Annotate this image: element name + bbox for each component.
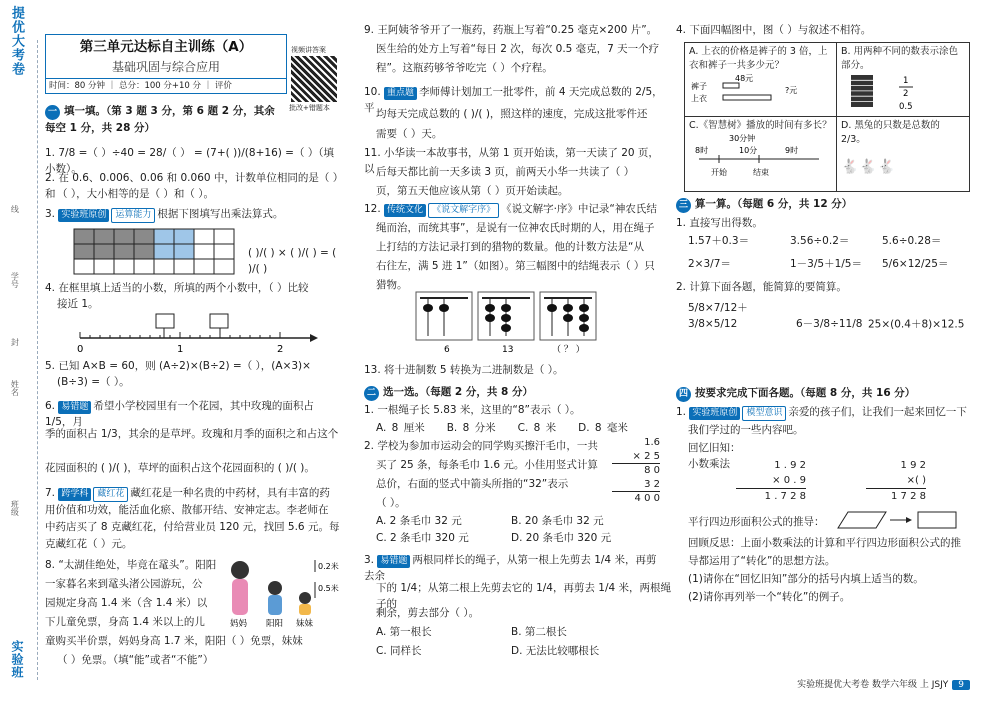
q9-line2: 医生给的处方上写着“每日 2 次，每次 0.5 毫克，7 天一个疗 <box>376 43 660 55</box>
answer-box-1[interactable] <box>156 314 174 328</box>
q7-line4: 克藏红花（ ）元。 <box>45 538 133 550</box>
k1-title: 1. 直接写出得数。 <box>676 217 763 229</box>
knot-label-2: 13 <box>502 345 514 355</box>
grid-cell <box>114 244 134 259</box>
field-no: 学号 <box>10 272 20 288</box>
figure-a: A. 上衣的价格是裤子的 3 倍，上衣和裤子一共多少元？ 48元 裤子 上衣 ?元 <box>685 43 837 117</box>
grid-cell <box>214 244 234 259</box>
q9-line3: 程”。这瓶药够爷爷吃完（ ）个疗程。 <box>376 62 553 74</box>
parallelogram-figure <box>826 508 966 532</box>
knot <box>579 324 589 332</box>
answer-box-2[interactable] <box>210 314 228 328</box>
q3-equation: ( )/( ) × ( )/( ) = ( )/( ) <box>248 247 337 276</box>
header-box <box>45 34 287 94</box>
knot <box>563 304 573 312</box>
c3-line3: 剩余，剪去部分（ ）。 <box>376 607 480 619</box>
mom-head-icon <box>231 561 249 579</box>
q9-line1: 9. 王阿姨爷爷开了一瓶药，药瓶上写着“0.25 毫克×200 片”。 <box>364 24 658 36</box>
eval-label: 评价 <box>214 81 232 91</box>
grid-cell <box>154 229 174 244</box>
grid-cell <box>154 244 174 259</box>
q7-line1: 7. 跨学科 藏红花 藏红花是一种名贵的中药材，具有丰富的药 <box>45 485 342 502</box>
q11-line1: 11. 小华读一本故事书，从第 1 页开始读，第一天读了 20 页，以 <box>364 147 659 176</box>
grid-cell <box>194 259 214 274</box>
grid-cell <box>94 229 114 244</box>
knot <box>547 304 557 312</box>
c2-vertical-calc: 1.6 × 2 5 8 0 3 2 4 0 0 <box>612 436 660 506</box>
svg-text:10分: 10分 <box>739 145 758 155</box>
figure-b-diagram <box>841 73 961 113</box>
knot <box>579 304 589 312</box>
k2-title: 2. 计算下面各题，能简算的要简算。 <box>676 281 847 293</box>
grid-cell <box>214 229 234 244</box>
page-number: 9 <box>952 680 970 690</box>
svg-text:2: 2 <box>903 88 909 99</box>
grid-cell <box>114 259 134 274</box>
knot <box>485 314 495 322</box>
svg-text:上衣: 上衣 <box>691 93 707 103</box>
q6-line1: 6. 易错题 希望小学校园里有一个花园，其中玫瑰的面积占 1/5，月 <box>45 400 314 429</box>
grid-cell <box>74 244 94 259</box>
figure-c-diagram <box>689 133 829 183</box>
q4-line1: 4. 在框里填上适当的小数，所填的两个小数中，（ ）比较 <box>45 282 309 294</box>
q11-line2: 后每天都比前一天多读 3 页，前两天小华一共读了（ ） <box>376 166 635 178</box>
grid-cell <box>154 259 174 274</box>
q10-line3: 需要（ ）天。 <box>376 128 443 140</box>
q10-line2: 均每天完成总数的 ( )/( )，照这样的速度，完成这批零件还 <box>376 108 648 120</box>
knot-label-3: （ ？ ） <box>552 345 585 355</box>
c3-options-row1: A. 第一根长 B. 第二根长 <box>376 626 567 638</box>
q6-line2: 季的面积占 1/3，其余的是草坪。玫瑰和月季的面积之和占这个 <box>45 428 339 440</box>
svg-text:48元: 48元 <box>735 73 754 83</box>
svg-text:0.5: 0.5 <box>899 101 913 112</box>
figure-a-diagram <box>689 73 829 103</box>
c1-options: A. 8 厘米 B. 8 分米 C. 8 米 D. 8 毫米 <box>376 422 628 434</box>
knot <box>501 304 511 312</box>
c3-options-row2: C. 同样长 D. 无法比较哪根长 <box>376 645 600 657</box>
grid-cell <box>134 259 154 274</box>
page-title: 第三单元达标自主训练（A） <box>79 39 253 55</box>
q8-line4: 下儿童免票，身高 1.4 米以上的儿 <box>45 616 205 628</box>
k1-row1: 1.57＋0.3＝ 3.56÷0.2＝ 5.6÷0.28＝ <box>688 235 942 247</box>
t1-line2: 我们学过的一些内容吧。 <box>688 424 804 436</box>
c3-line2: 下的 1/4；从第二根上先剪去它的 1/4，再剪去 1/4 米，两根绳子的 <box>376 582 672 611</box>
knot <box>439 304 449 312</box>
c2-line1: 2. 学校为参加市运动会的同学购买擦汗毛巾，一共 <box>364 440 598 452</box>
q7-line3: 中药店买了 8 克藏红花，付给营业员 120 元，找回 5.6 元。每 <box>45 521 340 533</box>
k2-row: 5/8×7/12＋3/8×5/12 6－3/8÷11/8 25×(0.4＋8)×12.5 <box>688 302 965 331</box>
t1-line9: (2)请你再列举一个“转化”的例子。 <box>688 591 851 603</box>
tick-label-2: 2 <box>277 344 284 355</box>
grid-cell <box>74 259 94 274</box>
figure-c: C.《智慧树》播放的时间有多长？ 30分钟 8时 10分 9时 开始 结束 <box>685 117 837 191</box>
svg-text:阳阳: 阳阳 <box>266 619 284 629</box>
qr-top-caption: 视频讲答案 <box>291 46 326 54</box>
grid-cell <box>214 259 234 274</box>
section-3-header: 三 算一算。（每题 6 分，共 12 分） <box>676 196 978 213</box>
grid-cell <box>194 229 214 244</box>
q8-line6: （ ）免票。（填“能”或者“不能”） <box>57 654 214 666</box>
qr-caption: 批改+错题本 <box>289 104 330 112</box>
q12-line2: 绳而治，而统其事”，是说有一位神农氏时期的人，用在绳子 <box>376 222 655 234</box>
knot-label-1: 6 <box>444 345 450 355</box>
footer <box>797 679 970 693</box>
q6-line3: 花园面积的 ( )/( )，草坪的面积占这个花园面积的 ( )/( )。 <box>45 462 315 474</box>
t1-line6: 回顾反思：上面小数乘法的计算和平行四边形面积公式的推 <box>688 537 961 549</box>
yangyang-head-icon <box>268 581 282 595</box>
grid-cell <box>174 229 194 244</box>
four-figure-grid <box>684 42 970 192</box>
grid-cell <box>114 229 134 244</box>
q2-line2: （ ），大小相等的是（ ）和（ ）。 <box>57 188 215 200</box>
integer-calc: 1 9 2 ×( ) 1 7 2 8 <box>866 458 926 504</box>
c2-options-row2: C. 2 条毛巾 320 元 D. 20 条毛巾 320 元 <box>376 532 612 544</box>
q3-grid-figure <box>70 225 240 280</box>
q10-line1: 10. 重点题 李师傅计划加工一批零件，前 4 天完成总数的 2/5，平 <box>364 86 663 115</box>
svg-text:妹妹: 妹妹 <box>296 619 314 629</box>
c3-line1: 3. 易错题 两根同样长的绳子，从第一根上先剪去 1/4 米，再剪去余 <box>364 554 657 583</box>
knot <box>579 314 589 322</box>
q12-line5: 猎物。 <box>376 279 408 291</box>
c1: 1. 一根绳子长 5.83 米，这里的“8”表示（ ）。 <box>364 404 581 416</box>
yangyang-figure <box>268 595 282 615</box>
t1-line8: (1)请你在“回忆旧知”部分的括号内填上适当的数。 <box>688 573 924 585</box>
section-2-header: 二 选一选。（每题 2 分，共 8 分） <box>364 384 664 401</box>
knot-counting-figure <box>414 290 604 356</box>
figure-b: B. 用两种不同的数表示涂色部分。 1 2 0.5 <box>837 43 969 117</box>
number-line <box>60 310 320 355</box>
brand-label-2: 实验班 <box>10 640 24 679</box>
binding-sidebar <box>0 0 32 701</box>
svg-text:妈妈: 妈妈 <box>230 619 248 629</box>
section-1-header: 一 填一填。（第 3 题 3 分，第 6 题 2 分，其余每空 1 分，共 28 分） <box>45 105 275 134</box>
score-label: 总分：100 分+10 分 <box>118 81 202 91</box>
grid-cell <box>74 229 94 244</box>
svg-text:裤子: 裤子 <box>691 81 707 91</box>
figure-d: D. 黑兔的只数是总数的 2/3。 🐇🐇🐇 <box>837 117 969 191</box>
grid-cell <box>94 259 114 274</box>
mom-figure <box>232 579 248 615</box>
knot <box>485 304 495 312</box>
brand-label: 提优大考卷 <box>9 6 24 76</box>
field-name: 姓名 <box>10 380 20 396</box>
q8-line3: 园规定身高 1.4 米（含 1.4 米）以 <box>45 597 208 609</box>
svg-text:8时: 8时 <box>695 145 709 155</box>
cut-line <box>37 40 38 680</box>
q3: 3. 实验班原创 运算能力 根据下图填写出乘法算式。 <box>45 206 342 223</box>
q5-line1: 5. 已知 A×B = 60，则 (A÷2)×(B÷2) =（ ），(A×3)× <box>45 360 311 372</box>
svg-text:9时: 9时 <box>785 145 799 155</box>
svg-text:结束: 结束 <box>753 167 769 177</box>
q12-line4: 右往左，满 5 进 1”（如图）。第三幅图中的结绳表示（ ）只 <box>376 260 655 272</box>
knot <box>563 314 573 322</box>
q8-line5: 童购买半价票，妈妈身高 1.7 米，阳阳（ ）免票，妹妹 <box>45 635 303 647</box>
t1-line4: 小数乘法 <box>688 458 730 470</box>
c2-line3: 总价，右面的竖式中箭头所指的“32”表示 <box>376 478 569 490</box>
t1-line5: 平行四边形面积公式的推导： <box>688 516 825 528</box>
page-subtitle: 基础巩固与综合应用 <box>111 59 220 74</box>
c2-line4: （ ）。 <box>376 497 406 509</box>
q5-line2: (B÷3) =（ ）。 <box>57 376 130 388</box>
q4-four-figures: 4. 下面四幅图中，图（ ）与叙述不相符。 <box>676 24 872 36</box>
t1-line7: 导都运用了“转化”的思想方法。 <box>688 555 836 567</box>
meta-row: 时间：80 分钟 ｜ 总分：100 分+10 分 ｜ 评价 <box>46 78 286 93</box>
mark-line: 线 <box>10 205 20 213</box>
k1-row2: 2×3/7＝ 1－3/5＋1/5＝ 5/6×12/25＝ <box>688 258 949 270</box>
svg-text:1: 1 <box>903 75 909 86</box>
tick-label-0: 0 <box>77 344 84 355</box>
section-4-header: 四 按要求完成下面各题。（每题 8 分，共 16 分） <box>676 385 978 402</box>
grid-cell <box>174 259 194 274</box>
section-1-icon: 一 <box>45 105 60 120</box>
svg-text:开始: 开始 <box>711 167 727 177</box>
knot <box>423 304 433 312</box>
q12-line1: 12. 传统文化 《说文解字序》 《说文解字·序》中记录“神农氏结 <box>364 201 664 218</box>
grid-cell <box>94 244 114 259</box>
decimal-calc: 1 . 9 2 × 0 . 9 1 . 7 2 8 <box>736 458 806 504</box>
q13: 13. 将十进制数 5 转换为二进制数是（ ）。 <box>364 364 564 376</box>
svg-text:?元: ?元 <box>785 85 798 95</box>
svg-text:30分钟: 30分钟 <box>729 133 756 143</box>
svg-text:0.5米: 0.5米 <box>318 584 339 593</box>
field-class: 班级 <box>10 500 20 516</box>
grid-cell <box>194 244 214 259</box>
tick-label-1: 1 <box>177 344 184 355</box>
footer-text: 实验班提优大考卷 数学六年级 上 JSJY <box>797 680 949 691</box>
q1: 1. 7/8 =（ ）÷40 = 28/（ ） = (7+( ))/(8+16) =（ ）（填小数）。 <box>45 147 335 176</box>
grid-cell <box>134 244 154 259</box>
q8-line2: 一家暮名来到鼋头渚公园游玩，公 <box>45 578 203 590</box>
q8-line1: 8. “太湖佳绝处，毕竟在鼋头”。阳阳 <box>45 559 217 571</box>
rabbit-icons: 🐇🐇🐇 <box>841 158 897 175</box>
t1-line3: 回忆旧知： <box>688 442 741 454</box>
grid-cell <box>174 244 194 259</box>
svg-text:0.2米: 0.2米 <box>318 562 339 571</box>
sister-head-icon <box>299 592 311 604</box>
q2-line1: 2. 在 0.6、0.006、0.06 和 0.060 中，计数单位相同的是（ ）和 <box>45 172 338 201</box>
height-figure <box>220 558 342 630</box>
sister-figure <box>299 604 311 615</box>
time-label: 时间：80 分钟 <box>49 81 106 91</box>
q11-line3: 页，第五天他应该从第（ ）页开始读起。 <box>376 185 569 197</box>
q12-line3: 上打结的方法记录打到的猎物的数量。他的计数方法是“从 <box>376 241 644 253</box>
grid-cell <box>134 229 154 244</box>
t1-line1: 1. 实验班原创 模型意识 亲爱的孩子们，让我们一起来回忆一下 <box>676 404 978 421</box>
c2-options-row1: A. 2 条毛巾 32 元 B. 20 条毛巾 32 元 <box>376 515 604 527</box>
c2-line2: 买了 25 条，每条毛巾 1.6 元。小佳用竖式计算 <box>376 459 598 471</box>
knot <box>501 314 511 322</box>
q7-line2: 用价值和功效，能活血化瘀、散郁开结、安神定志。李老师在 <box>45 504 329 516</box>
qr-code-icon[interactable] <box>291 56 337 102</box>
q4-line2: 接近 1。 <box>57 298 99 310</box>
knot <box>501 324 511 332</box>
mark-seal: 封 <box>10 338 20 346</box>
